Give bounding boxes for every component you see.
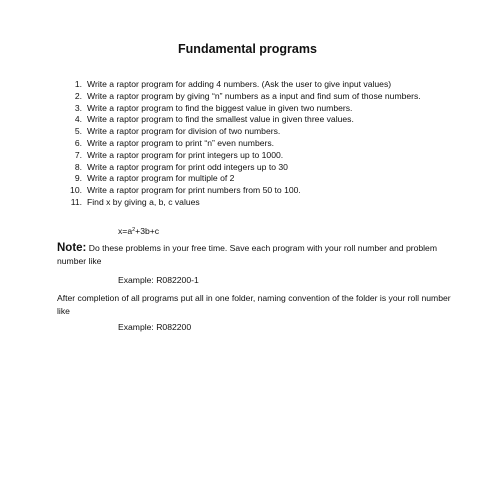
formula-exponent: 2 — [132, 227, 136, 233]
list-item-text: Find x by giving a, b, c values — [87, 196, 200, 207]
list-item-number: 8. — [74, 161, 82, 172]
list-item — [57, 173, 447, 185]
list-item-text: Write a raptor program to print “n” even numbers. — [87, 137, 275, 148]
list-item — [57, 138, 447, 150]
folder-instruction-paragraph: After completion of all programs put all in one folder, naming convention of the folder is your roll number like — [57, 293, 451, 316]
list-item-number: 6. — [74, 137, 82, 148]
list-item — [57, 197, 447, 209]
list-item — [57, 79, 447, 91]
example-roll-number-problem: Example: R082200-1 — [118, 275, 199, 285]
note-label: Note: — [57, 242, 87, 254]
list-item-text: Write a raptor program for multiple of 2 — [87, 173, 235, 184]
document-title: Fundamental programs — [178, 42, 317, 56]
list-item-number: 1. — [74, 79, 82, 89]
note-text: Do these problems in your free time. Save each program with your roll number and problem number like — [57, 243, 437, 266]
list-item-number: 7. — [74, 149, 82, 160]
list-item — [57, 103, 447, 115]
list-item — [57, 114, 447, 126]
formula-suffix: +3b+c — [135, 226, 160, 236]
note-paragraph — [57, 242, 452, 268]
list-item-number: 4. — [74, 114, 82, 125]
list-item-number: 5. — [74, 126, 82, 137]
list-item — [57, 150, 447, 162]
program-list — [57, 79, 447, 209]
list-item-text: Write a raptor program to find the smallest value in given three values. — [87, 114, 354, 125]
list-item-text: Write a raptor program to find the biggest value in given two numbers. — [87, 102, 353, 113]
list-item-number: 10. — [70, 185, 82, 196]
list-item-number: 2. — [74, 90, 82, 101]
list-item — [57, 185, 447, 197]
list-item-number: 9. — [74, 173, 82, 184]
list-item-text: Write a raptor program for print numbers from 50 to 100. — [87, 185, 301, 196]
formula-prefix: x=a — [118, 226, 133, 236]
formula — [118, 226, 159, 236]
list-item-text: Write a raptor program for adding 4 numbers. (Ask the user to give input values) — [87, 79, 392, 89]
list-item — [57, 162, 447, 174]
list-item — [57, 126, 447, 138]
list-item-number: 11. — [70, 196, 82, 207]
list-item-text: Write a raptor program for print odd integers up to 30 — [87, 161, 288, 172]
list-item-text: Write a raptor program by giving “n” numbers as a input and find sum of those numbers. — [87, 90, 421, 101]
example-roll-number: Example: R082200 — [118, 322, 192, 332]
list-item — [57, 91, 447, 103]
list-item-number: 3. — [74, 102, 82, 113]
list-item-text: Write a raptor program for division of two numbers. — [87, 126, 281, 137]
list-item-text: Write a raptor program for print integers up to 1000. — [87, 149, 284, 160]
